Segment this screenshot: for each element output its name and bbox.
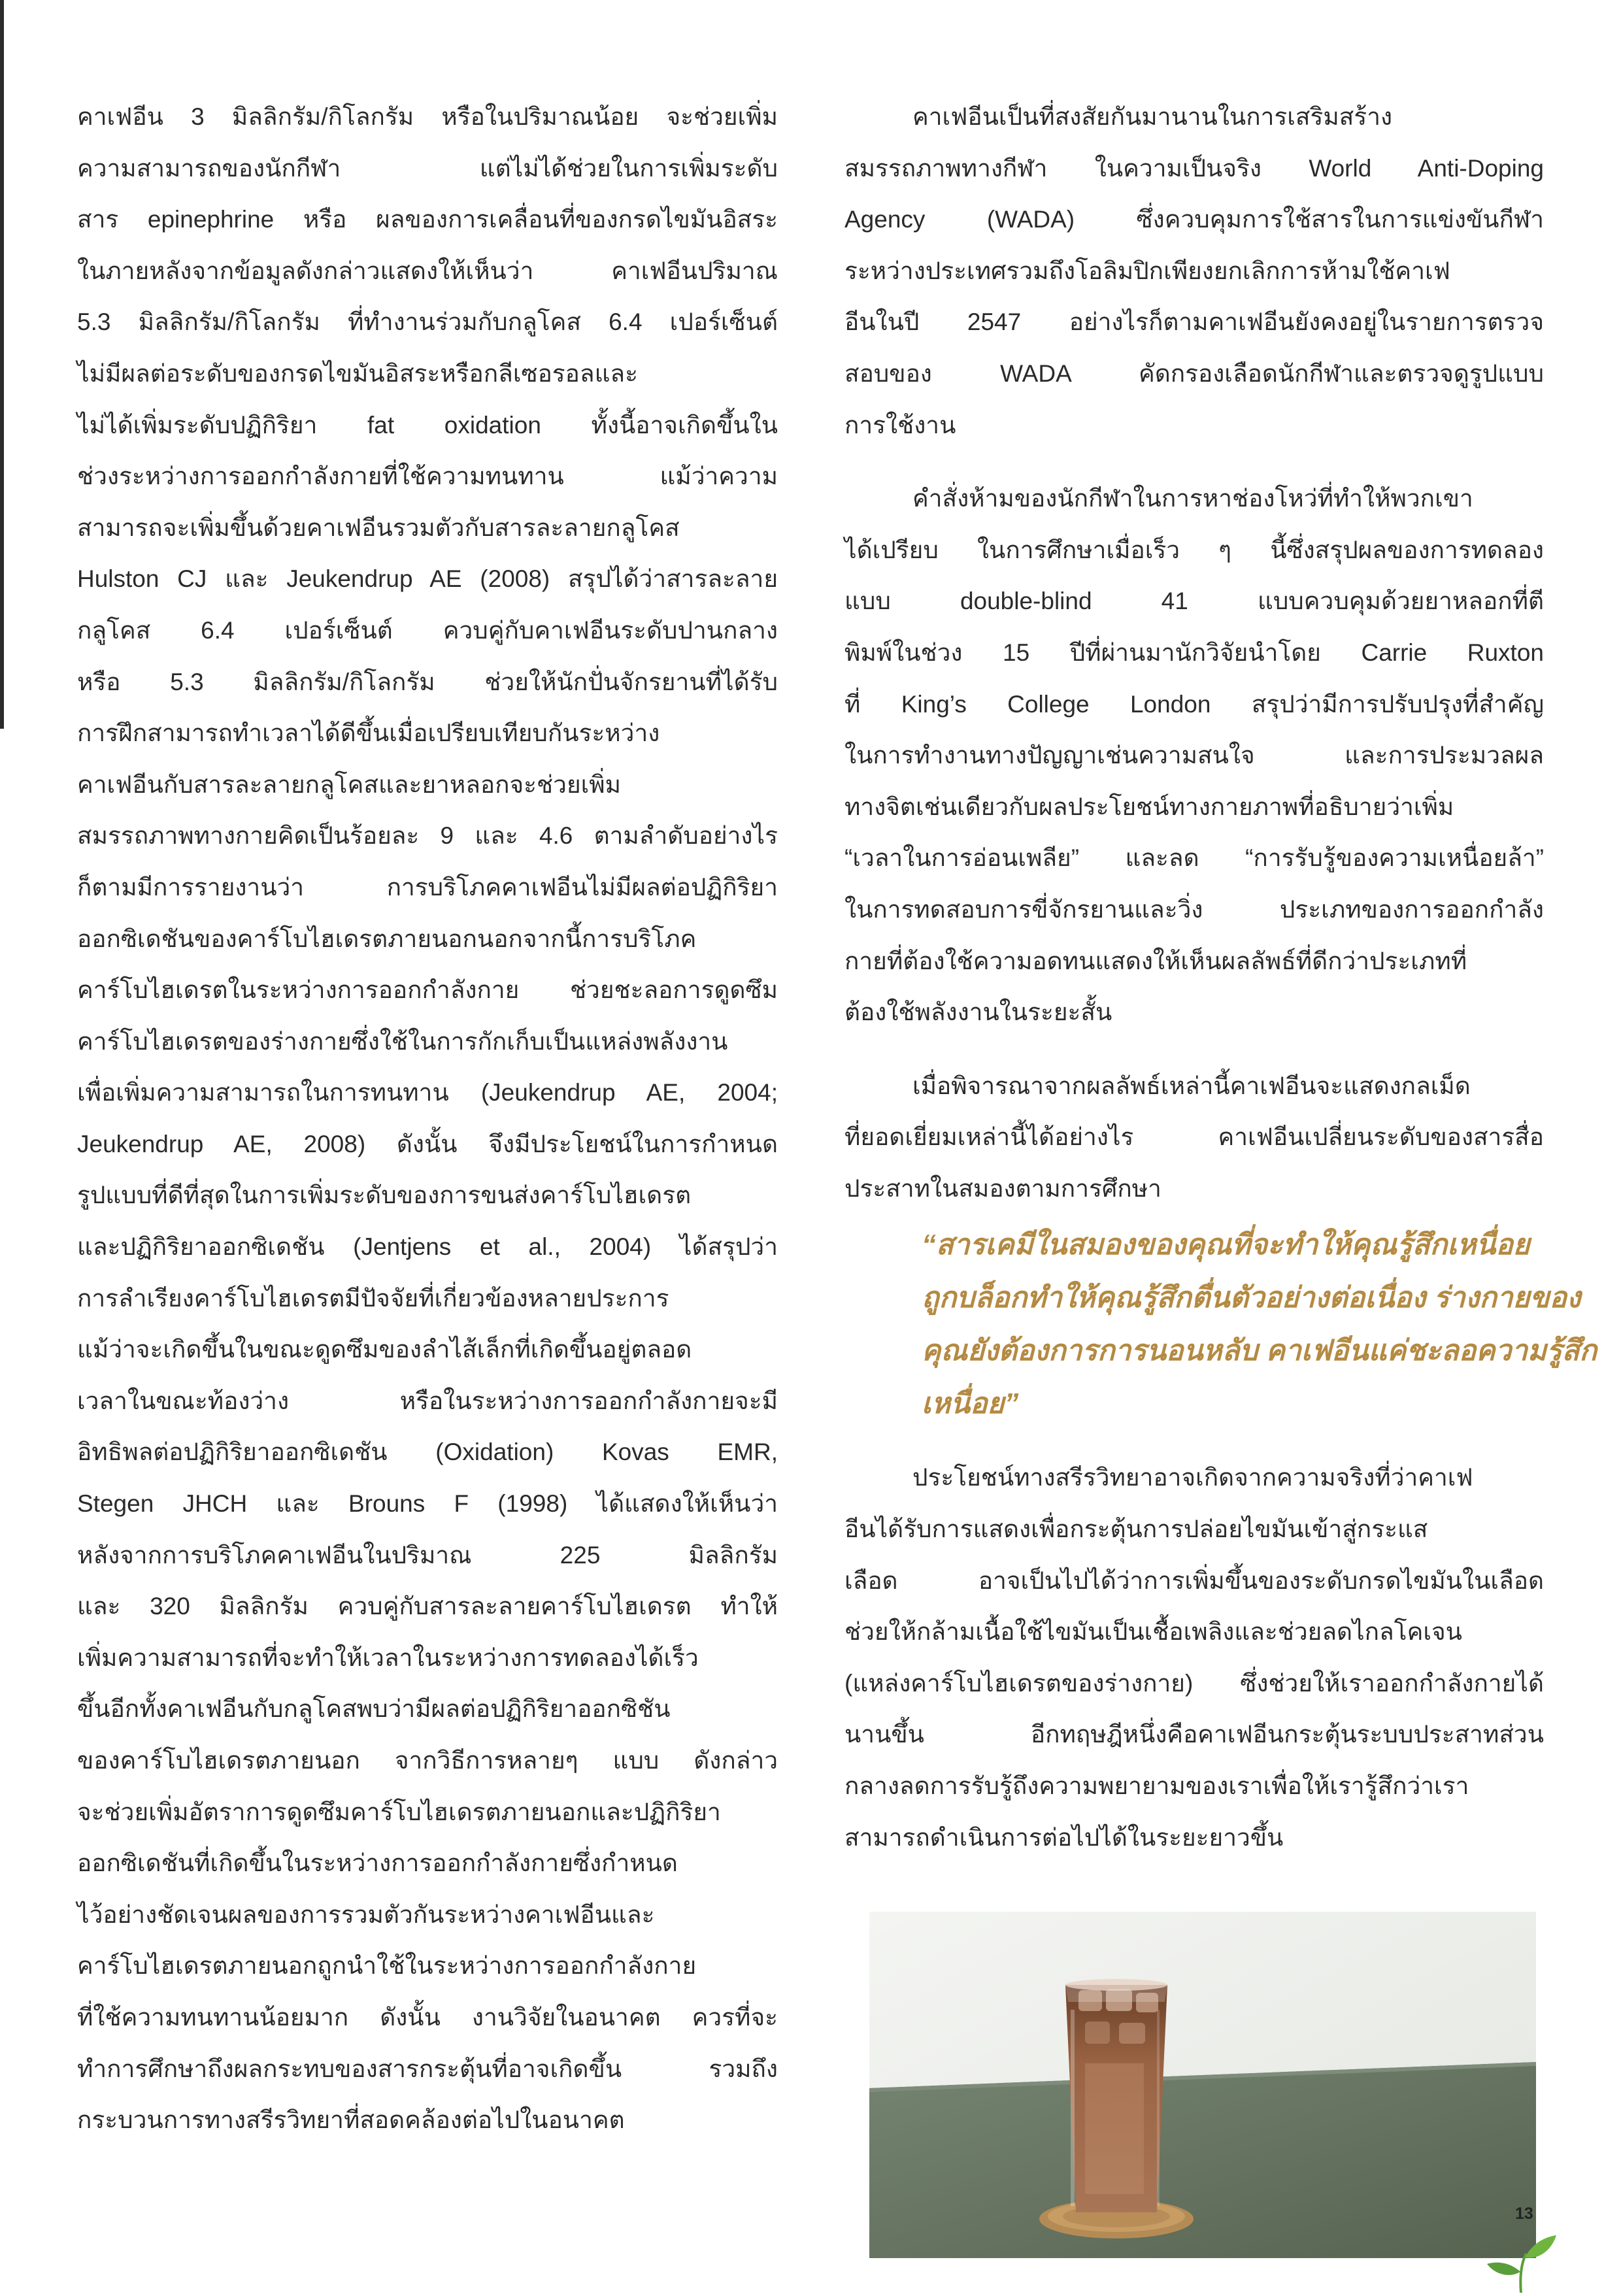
pull-quote bbox=[844, 1218, 1597, 1430]
body-line: กายที่ต้องใช้ความอดทนแสดงให้เห็นผลลัพธ์ที่ดีกว่าประเภทที่ bbox=[844, 947, 1467, 974]
body-line: การลำเรียงคาร์โบไฮเดรตมีปัจจัยที่เกี่ยวข้องหลายประการ bbox=[77, 1284, 669, 1312]
body-line: ประสาทในสมองตามการศึกษา bbox=[844, 1174, 1161, 1202]
body-line: Stegen JHCH และ Brouns F (1998) ได้แสดงให้เห็นว่า bbox=[77, 1490, 778, 1518]
body-line: เวลาในขณะท้องว่าง หรือในระหว่างการออกกำลังกายจะมี bbox=[77, 1387, 778, 1414]
paragraph bbox=[844, 1061, 1544, 1215]
body-line: และ 320 มิลลิกรัม ควบคู่กับสารละลายคาร์โบไฮเดรต ทำให้ bbox=[77, 1593, 778, 1620]
body-line: ช่วงระหว่างการออกกำลังกายที่ใช้ความทนทาน แม้ว่าความ bbox=[77, 463, 778, 490]
body-line: ก็ตามมีการรายงานว่า การบริโภคคาเฟอีนไม่มีผลต่อปฏิกิริยา bbox=[77, 873, 778, 901]
pull-quote-line: “สารเคมีในสมองของคุณที่จะทำให้คุณรู้สึกเหนื่อย bbox=[922, 1229, 1530, 1261]
body-line: “เวลาในการอ่อนเพลีย” และลด “การรับรู้ของความเหนื่อยล้า” bbox=[844, 844, 1544, 872]
body-line: ทำการศึกษาถึงผลกระทบของสารกระตุ้นที่อาจเกิดขึ้น รวมถึง bbox=[77, 2055, 778, 2082]
body-line: อิทธิพลต่อปฏิกิริยาออกซิเดชัน (Oxidation) Kovas EMR, bbox=[77, 1439, 778, 1466]
left-column bbox=[77, 92, 778, 2146]
body-line: ไม่ได้เพิ่มระดับปฏิกิริยา fat oxidation ทั้งนี้อาจเกิดขึ้นใน bbox=[77, 411, 778, 439]
body-line: สามารถจะเพิ่มขึ้นด้วยคาเฟอีนรวมตัวกับสารละลายกลูโคส bbox=[77, 514, 680, 541]
body-line: ต้องใช้พลังงานในระยะสั้น bbox=[844, 999, 1112, 1026]
right-column bbox=[844, 92, 1597, 1863]
body-line: ในภายหลังจากข้อมูลดังกล่าวแสดงให้เห็นว่า คาเฟอีนปริมาณ bbox=[77, 257, 778, 284]
body-line: ออกซิเดชันที่เกิดขึ้นในระหว่างการออกกำลังกายซึ่งกำหนด bbox=[77, 1850, 678, 1877]
iced-coffee-photo bbox=[869, 1912, 1536, 2258]
body-line: นานขึ้น อีกทฤษฎีหนึ่งคือคาเฟอีนกระตุ้นระบบประสาทส่วน bbox=[844, 1721, 1544, 1748]
body-line: คาเฟอีนกับสารละลายกลูโคสและยาหลอกจะช่วยเพิ่ม bbox=[77, 771, 622, 798]
body-line: สมรรถภาพทางกายคิดเป็นร้อยละ 9 และ 4.6 ตามลำดับอย่างไร bbox=[77, 822, 778, 850]
body-line: Hulston CJ และ Jeukendrup AE (2008) สรุปได้ว่าสารละลาย bbox=[77, 565, 778, 593]
body-line: Agency (WADA) ซึ่งควบคุมการใช้สารในการแข่งขันกีฬา bbox=[844, 206, 1544, 233]
body-line: ที่ยอดเยี่ยมเหล่านี้ได้อย่างไร คาเฟอีนเปลี่ยนระดับของสารสื่อ bbox=[844, 1123, 1544, 1151]
body-line: ความสามารถของนักกีฬา แต่ไม่ได้ช่วยในการเพิ่มระดับ bbox=[77, 154, 778, 182]
paragraph bbox=[844, 1452, 1544, 1863]
body-line: จะช่วยเพิ่มอัตราการดูดซึมคาร์โบไฮเดรตภายนอกและปฏิกิริยา bbox=[77, 1798, 721, 1825]
body-line: คาเฟอีนเป็นที่สงสัยกันมานานในการเสริมสร้าง bbox=[912, 103, 1393, 130]
pull-quote-line: คุณยังต้องการการนอนหลับ คาเฟอีนแค่ชะลอความรู้สึก bbox=[922, 1335, 1597, 1367]
body-line: ไม่มีผลต่อระดับของกรดไขมันอิสระหรือกลีเซอรอลและ bbox=[77, 359, 638, 387]
body-line: คาร์โบไฮเดรตของร่างกายซึ่งใช้ในการกักเก็บเป็นแหล่งพลังงาน bbox=[77, 1027, 728, 1055]
body-line: อีนได้รับการแสดงเพื่อกระตุ้นการปล่อยไขมันเข้าสู่กระแส bbox=[844, 1516, 1428, 1543]
body-line: สาร epinephrine หรือ ผลของการเคลื่อนที่ของกรดไขมันอิสระ bbox=[77, 206, 778, 233]
body-line: เลือด อาจเป็นไปได้ว่าการเพิ่มขึ้นของระดับกรดไขมันในเลือด bbox=[844, 1567, 1544, 1594]
leaf-sprout-icon bbox=[1480, 2227, 1559, 2293]
body-line: ออกซิเดชันของคาร์โบไฮเดรตภายนอกนอกจากนี้การบริโภค bbox=[77, 925, 697, 952]
body-line: ที่ King’s College London สรุปว่ามีการปรับปรุงที่สำคัญ bbox=[844, 690, 1544, 718]
body-line: เพิ่มความสามารถที่จะทำให้เวลาในระหว่างการทดลองได้เร็ว bbox=[77, 1644, 699, 1671]
body-line: พิมพ์ในช่วง 15 ปีที่ผ่านมานักวิจัยนำโดย Carrie Ruxton bbox=[844, 639, 1544, 666]
body-line: รูปแบบที่ดีที่สุดในการเพิ่มระดับของการขนส่งคาร์โบไฮเดรต bbox=[77, 1182, 692, 1209]
body-line: ในการทำงานทางปัญญาเช่นความสนใจ และการประมวลผล bbox=[844, 742, 1544, 769]
body-line: ช่วยให้กล้ามเนื้อใช้ไขมันเป็นเชื้อเพลิงและช่วยลดไกลโคเจน bbox=[844, 1618, 1462, 1646]
body-line: แม้ว่าจะเกิดขึ้นในขณะดูดซึมของลำไส้เล็กที่เกิดขึ้นอยู่ตลอด bbox=[77, 1336, 692, 1363]
body-line: และปฏิกิริยาออกซิเดชัน (Jentjens et al., 2004) ได้สรุปว่า bbox=[77, 1233, 778, 1261]
body-line: 5.3 มิลลิกรัม/กิโลกรัม ที่ทำงานร่วมกับกลูโคส 6.4 เปอร์เซ็นต์ bbox=[77, 308, 778, 336]
body-line: ทางจิตเช่นเดียวกับผลประโยชน์ทางกายภาพที่อธิบายว่าเพิ่ม bbox=[844, 793, 1454, 820]
paragraph bbox=[844, 473, 1544, 1039]
page-number: 13 bbox=[1515, 2204, 1533, 2223]
body-line: ของคาร์โบไฮเดรตภายนอก จากวิธีการหลายๆ แบบ ดังกล่าว bbox=[77, 1747, 778, 1774]
body-line: ประโยชน์ทางสรีรวิทยาอาจเกิดจากความจริงที่ว่าคาเฟ bbox=[912, 1464, 1473, 1491]
body-line: สมรรถภาพทางกีฬา ในความเป็นจริง World Anti-Doping bbox=[844, 154, 1544, 182]
body-line: เมื่อพิจารณาจากผลลัพธ์เหล่านี้คาเฟอีนจะแสดงกลเม็ด bbox=[912, 1072, 1471, 1099]
body-line: กลางลดการรับรู้ถึงความพยายามของเราเพื่อให้เรารู้สึกว่าเรา bbox=[844, 1772, 1469, 1800]
body-line: คาเฟอีน 3 มิลลิกรัม/กิโลกรัม หรือในปริมาณน้อย จะช่วยเพิ่ม bbox=[77, 103, 778, 130]
body-line: ในการทดสอบการขี่จักรยานและวิ่ง ประเภทของการออกกำลัง bbox=[844, 895, 1544, 923]
body-line: แบบ double-blind 41 แบบควบคุมด้วยยาหลอกที่ตี bbox=[844, 588, 1544, 615]
page-edge-rule bbox=[0, 0, 4, 729]
body-line: การใช้งาน bbox=[844, 411, 956, 439]
body-line: สามารถดำเนินการต่อไปได้ในระยะยาวขึ้น bbox=[844, 1823, 1284, 1851]
body-line: ที่ใช้ความทนทานน้อยมาก ดังนั้น งานวิจัยในอนาคต ควรที่จะ bbox=[77, 2003, 778, 2031]
body-line: คาร์โบไฮเดรตภายนอกถูกนำใช้ในระหว่างการออกกำลังกาย bbox=[77, 1952, 697, 1980]
body-line: หลังจากการบริโภคคาเฟอีนในปริมาณ 225 มิลลิกรัม bbox=[77, 1541, 778, 1569]
body-line: หรือ 5.3 มิลลิกรัม/กิโลกรัม ช่วยให้นักปั่นจักรยานที่ได้รับ bbox=[77, 668, 778, 695]
body-line: กลูโคส 6.4 เปอร์เซ็นต์ ควบคู่กับคาเฟอีนระดับปานกลาง bbox=[77, 616, 778, 644]
body-line: ไว้อย่างชัดเจนผลของการรวมตัวกันระหว่างคาเฟอีนและ bbox=[77, 1901, 655, 1928]
body-line: (แหล่งคาร์โบไฮเดรตของร่างกาย) ซึ่งช่วยให้เราออกกำลังกายได้ bbox=[844, 1669, 1544, 1697]
body-line: สอบของ WADA คัดกรองเลือดนักกีฬาและตรวจดูรูปแบบ bbox=[844, 359, 1544, 387]
body-line: เพื่อเพิ่มความสามารถในการทนทาน (Jeukendrup AE, 2004; bbox=[77, 1079, 778, 1106]
body-line: ได้เปรียบ ในการศึกษาเมื่อเร็ว ๆ นี้ซึ่งสรุปผลของการทดลอง bbox=[844, 536, 1544, 563]
body-line: Jeukendrup AE, 2008) ดังนั้น จึงมีประโยชน์ในการกำหนด bbox=[77, 1130, 778, 1157]
body-line: ขึ้นอีกทั้งคาเฟอีนกับกลูโคสพบว่ามีผลต่อปฏิกิริยาออกซิชัน bbox=[77, 1695, 671, 1723]
body-line: ระหว่างประเทศรวมถึงโอลิมปิกเพียงยกเลิกการห้ามใช้คาเฟ bbox=[844, 257, 1450, 284]
body-line: อีนในปี 2547 อย่างไรก็ตามคาเฟอีนยังคงอยู่ในรายการตรวจ bbox=[844, 308, 1544, 336]
pull-quote-line: ถูกบล็อกทำให้คุณรู้สึกตื่นตัวอย่างต่อเนื่อง ร่างกายของ bbox=[922, 1282, 1581, 1314]
body-line: คาร์โบไฮเดรตในระหว่างการออกกำลังกาย ช่วยชะลอการดูดซึม bbox=[77, 976, 778, 1004]
body-line: การฝึกสามารถทำเวลาได้ดีขึ้นเมื่อเปรียบเทียบกันระหว่าง bbox=[77, 720, 660, 747]
body-line: คำสั่งห้ามของนักกีฬาในการหาช่องโหว่ที่ทำให้พวกเขา bbox=[912, 485, 1473, 512]
paragraph bbox=[844, 92, 1544, 451]
pull-quote-line: เหนื่อย” bbox=[922, 1388, 1019, 1420]
body-line: กระบวนการทางสรีรวิทยาที่สอดคล้องต่อไปในอนาคต bbox=[77, 2106, 625, 2134]
